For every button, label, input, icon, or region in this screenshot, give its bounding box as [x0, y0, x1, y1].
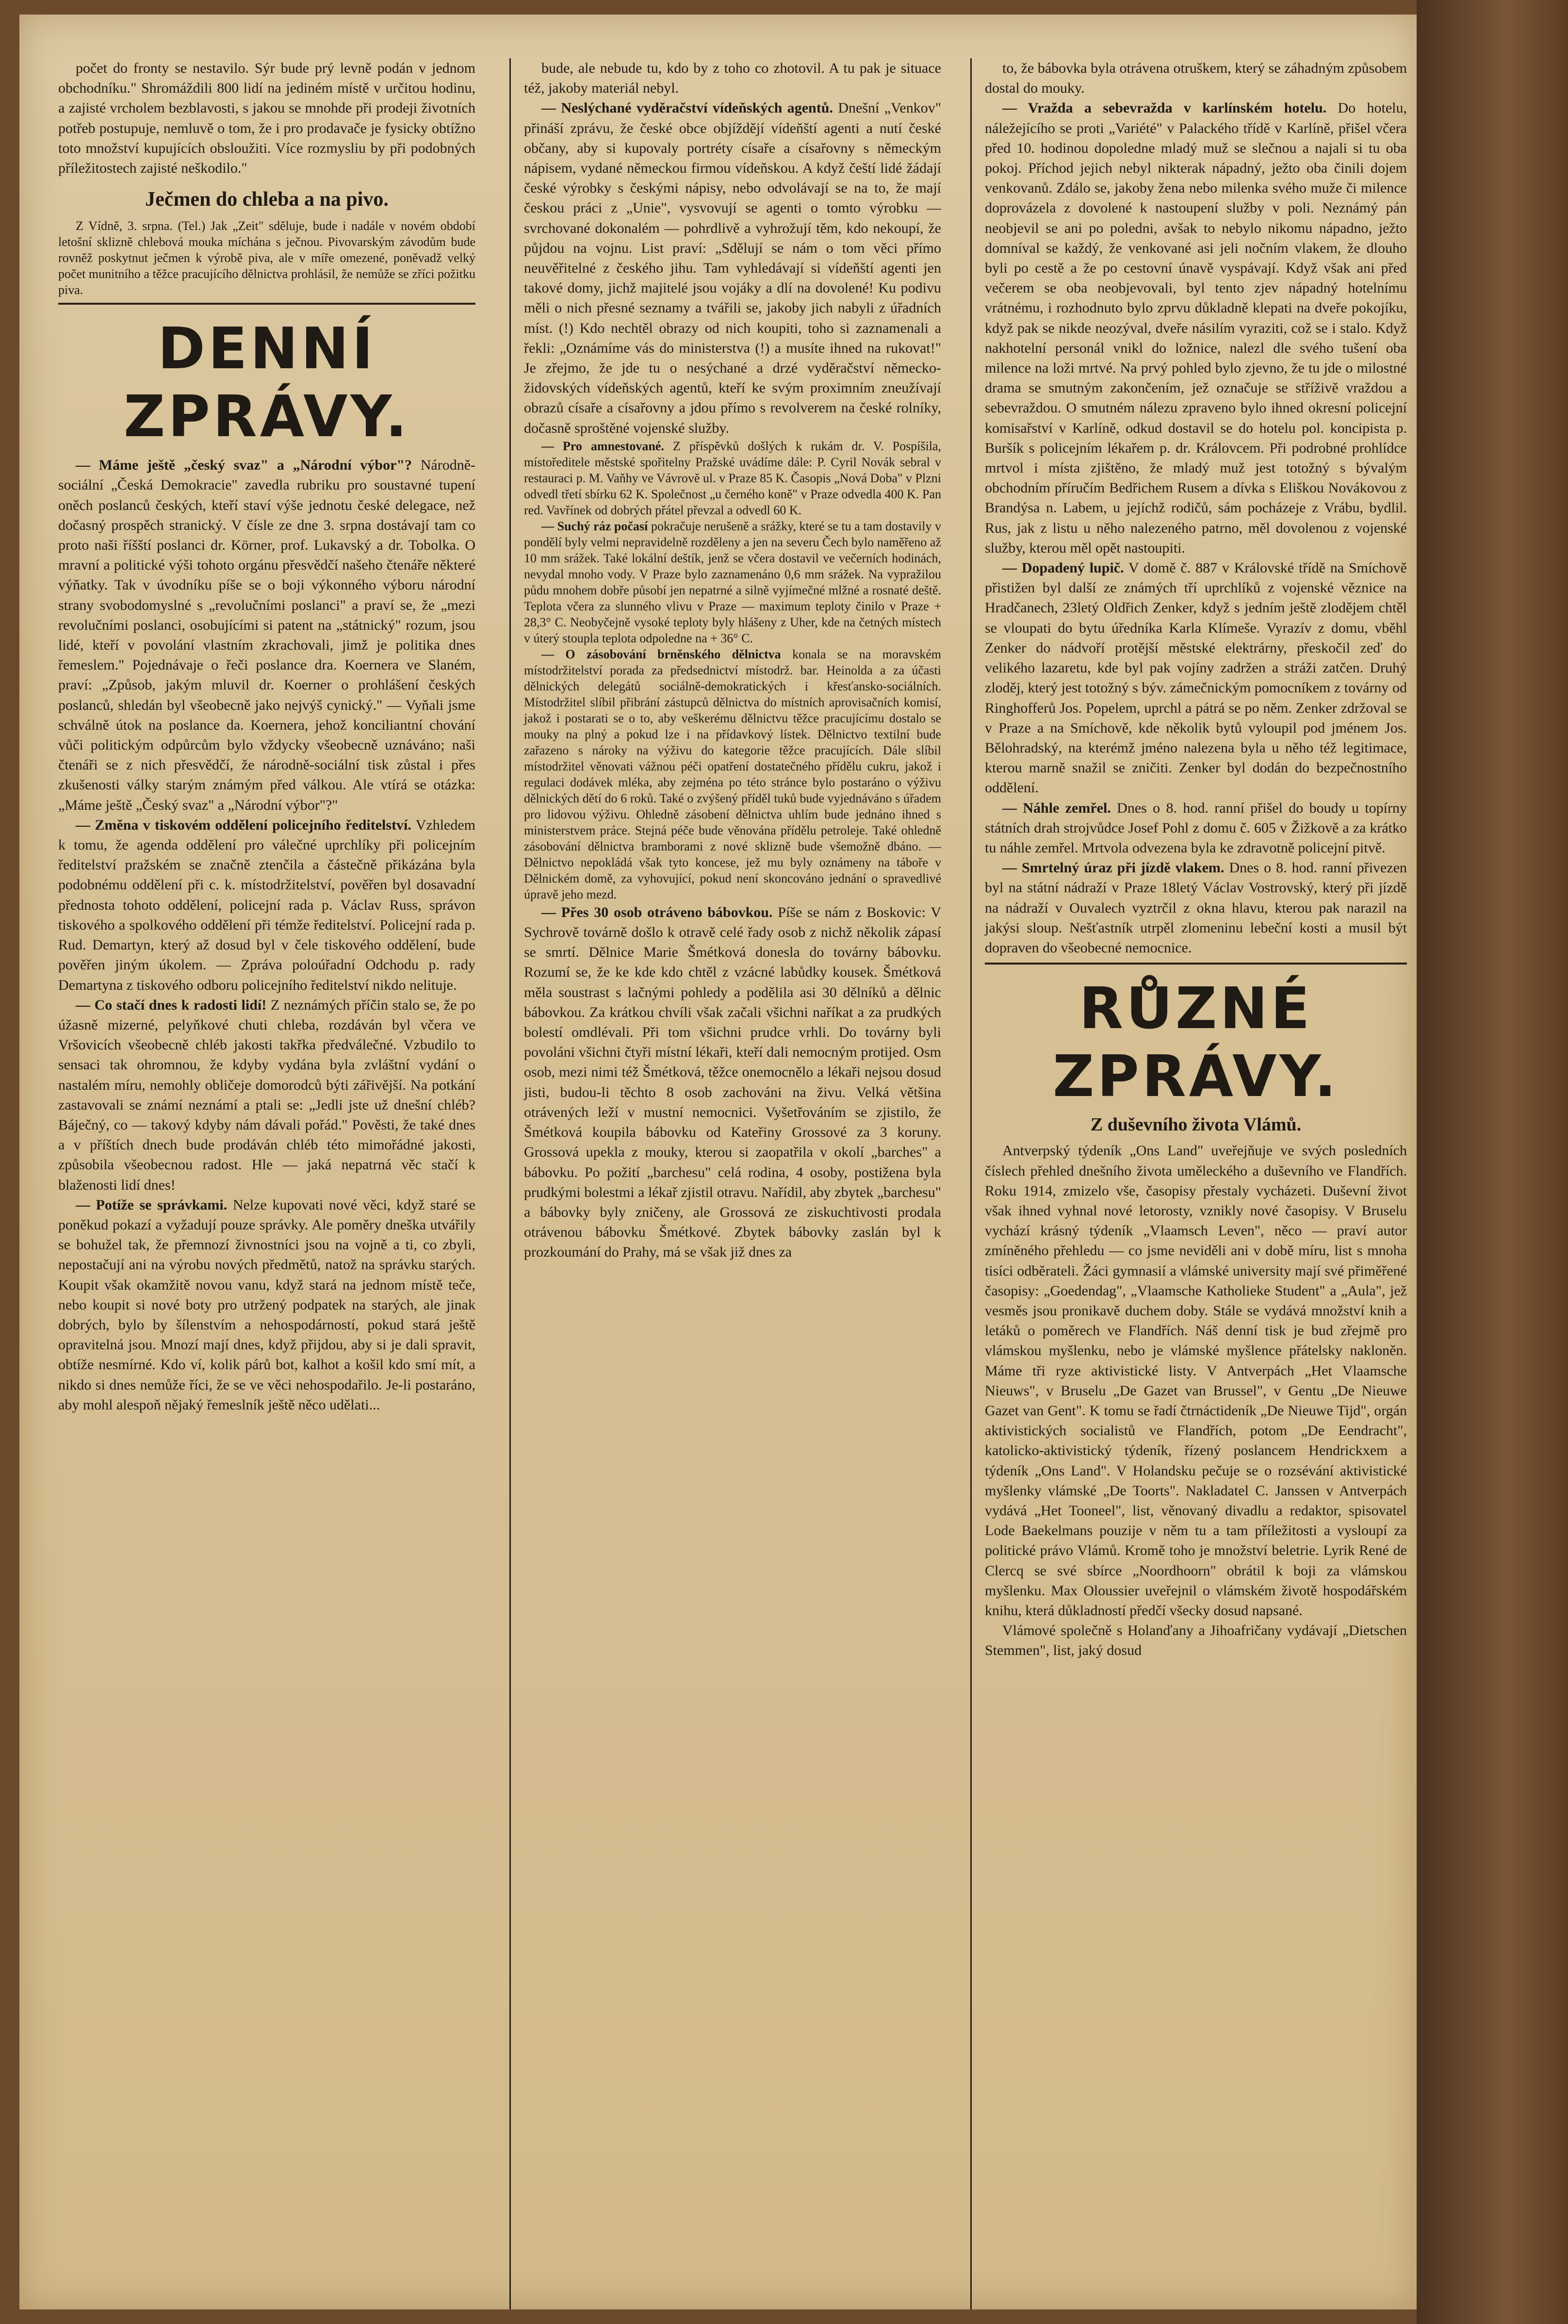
column-rule — [970, 58, 972, 2309]
article-lead: — Náhle zemřel. — [1002, 800, 1111, 816]
article-body: pokračuje nerušeně a srážky, které se tu a tam dostavily v pondělí byly velmi nepravidelně rozděleny a jen na severu Čech bylo naměřeno až 10 mm srážek. Také lokální deštík, jenž se včera dostavil ve večerních hodinách, nevydal mnoho vody. V Praze bylo zaznamenáno 0,6 mm srážek. Na vypražilou půdu mnohem dobře působí jen nepatrné a silně vyjímečné mlžné a rosnaté deště. Teplota včera za slunného vlivu v Praze — maximum teploty činilo v Praze + 28,3° C. Neobyčejně vysoké teploty byly hlášeny z Uher, kde na četných místech v úterý stoupla teplota odpoledne na + 36° C. — [524, 519, 942, 645]
article-lead: — Přes 30 osob otráveno bábovkou. — [541, 904, 773, 920]
article-agent — [524, 98, 941, 438]
article-body: Dnes o 8. hod. ranní přivezen byl na státní nádraží v Praze 18letý Václav Vostrovský, který při jízdě na nádraží v Ouvalech vyztrčil z okna hlavu, kterou pak narazil na jakýsi sloup. Nešťastník utrpěl zlomeninu lebeční kosti a musil být dopraven do všeobecné nemocnice. — [985, 860, 1407, 956]
article-vrazda — [985, 98, 1407, 558]
article-lead: — Vražda a sebevražda v karlínském hotelu. — [1002, 100, 1327, 116]
headline-vlamove: Z duševního života Vlámů. — [1090, 1114, 1302, 1135]
headline-chleb: Ječmen do chleba a na pivo. — [145, 188, 389, 211]
article-continuation: počet do fronty se nestavilo. Sýr bude prý levně podán v jednom obchodníku." Shromáždili 800 lidí na jediném místě v určitou hodinu, a zajisté vrcholem bezblavosti, s jakou se mnohde při prodeji životních potřeb postupuje, nemluvě o tom, že i pro prodavače je fysicky obtížno toto množství kupujících obsloužiti. Více rozmysliu by při podobných příležitostech zajisté neškodilo." — [58, 60, 475, 177]
article-lead: — Co stačí dnes k radosti lidí! — [76, 997, 267, 1013]
article-lead: — Máme ještě „český svaz" a „Národní výbor"? — [76, 457, 412, 474]
article-continuation: to, že bábovka byla otrávena otruškem, který se záhadným způsobem dostal do mouky. — [985, 60, 1407, 97]
article-babovka — [524, 902, 941, 1262]
article-body: Do hotelu, náležejícího se proti „Variété" v Palackého třídě v Karlíně, přišel včera před 10. hodinou dopoledne mladý muž se slečnou a najali si tu oba pokoj. Příchod jejich nebyl nikterak nápadný, ježto oba činili dojem venkovanů. Zdálo se, jakoby žena nebo milenka svého muže či milence doprovázela z dovolené k nastoupení služby v poli. Neznámý pán neobjevil se ani po poledni, avšak to nebylo nikomu nápadno, ježto domníval se každý, že venkované asi jeli nočním vlakem, že dlouho byli po cestě a že po cestovní únavě vyspávají. Když však ani před večerem se oba neobjevovali, byl tento zjev nápadný hotelnímu vrátnému, i rozhodnuto bylo zprvu důkladně klepati na dveře pokojíku, když pak se nikde neozýval, dveře násilím vyraziti, což se i stalo. Když nakhotelní personál vnikl do ložnice, nalezl dle svého tušení oba milence na loži mrtvé. Na prvý pohled bylo zjevno, že tu jde o milostné drama se smutným zakončením, jež označuje se stříživě vraždou a sebevraždou. O smutném nálezu zpraveno bylo ihned okresní policejní komisařství v Karlíně, odkud dostavil se do hotelu pol. koncipista p. Buršík s policejním lékařem p. dr. Královcem. Při podrobné prohlídce mrtvol i místa zjištěno, že mladý muž jest totožný s bývalým obchodním příručím Bedřichem Rusem a dívka s Eliškou Novákovou z Brandýsa n. Labem, u jejíchž rodičů, sám pocházeje z Vrábu, bydlil. Rus, jak z listu u něho nalezeného patrno, měl dovolenou z vojenské služby, kterou měl opět nastoupiti. — [985, 100, 1407, 556]
article-lead: — Smrtelný úraz při jízdě vlakem. — [1002, 860, 1225, 876]
article-lead: — O zásobování brněnského dělnictva — [541, 647, 781, 661]
article-lead: — Suchý ráz počasí — [541, 519, 648, 533]
article-body: Dnes o 8. hod. ranní přišel do boudy u topírny státních drah strojvůdce Josef Pohl z domu č. 605 v Žižkově a za krátko tu náhle zemřel. Mrtvola odvezena byla ke zdravotně policejní pitvě. — [985, 800, 1407, 856]
article-lead: — Změna v tiskovém oddělení policejního ředitelství. — [76, 817, 411, 833]
article-zasob — [524, 646, 941, 902]
article-chleb: Z Vídně, 3. srpna. (Tel.) Jak „Zeit" sděluje, bude i nadále v novém období letošní sklizně chlebová mouka míchána s ječnou. Pivovarským závodům bude rovněž poskytnut ječmen k výrobě piva, ale v míře omezené, poněvadž velký počet munitního a těžce pracujícího dělnictva prohlásil, že nemůže se zříci požitku piva. — [58, 219, 475, 297]
article-opravky — [58, 1195, 475, 1415]
article-body: V domě č. 887 v Královské třídě na Smíchově přistižen byl další ze známých tří uprchlíků z vojenské věznice na Hradčanech, 23letý Oldřich Zenker, když s jedním ještě zlodějem chtěl se vloupati do bytu úředníka Karla Klímeše. Vyrazív z domu, vběhl Zenker do nádvoří protější městské elektrárny, přeskočil zeď do velikého lazaretu, kde byl pak vojíny zadržen a stráži zatčen. Druhý zloděj, který jest totožný s býv. zámečnickým pomocníkem z továrny od Ringhofferů Jos. Popelem, uprchl a pátrá se po něm. Zenker zdržoval se v Praze a na Smíchově, kde několik bytů vyloupil pod jménem Jos. Bělohradský, na kterémž jméno nalezena byla u něho též legitimace, kterou marně snažil se zničiti. Zenker byl dodán do bezpečnostního oddělení. — [985, 560, 1407, 796]
article-continuation: bude, ale nebude tu, kdo by z toho co zhotovil. A tu pak je situace též, jakoby materiál nebyl. — [524, 60, 941, 97]
page-edge — [1417, 0, 1568, 2324]
article-lead: — Pro amnestované. — [541, 439, 664, 453]
article-body: Vzhledem k tomu, že agenda oddělení pro válečné uprchlíky při policejním ředitelství pražském se značně ztenčila a částečně přikázána byla podobnému oddělení při c. k. místodržitelství, pověřen byl dosavadní přednosta tohoto oddělení, policejní rada p. Václav Russ, správon tiskového a spolkového oddělení při témže ředitelství. Policejní rada p. Rud. Demartyn, který až dosud byl v čele tiskového oddělení, bude pověřen jiným úkolem. — Zpráva poloúřadní Odchodu p. rady Demartyna z tiskového odboru policejního ředitelství nikdo nelituje. — [58, 817, 475, 993]
article-vlamove: Antverpský týdeník „Ons Land" uveřejňuje ve svých posledních číslech přehled dnešního života uměleckého a duševního ve Flandřích. Roku 1914, zmizelo vše, časopisy přestaly vycházeti. Duševní život však ihned vyhnal nové letorosty, vznikly nové časopisy. V Bruselu vychází krásný týdeník „Vlaamsch Leven", něco — praví autor zmíněného přehledu — co jsme neviděli ani v době míru, list s mnoha tisíci odběrateli. Žáci gymnasií a vlámské university mají své přiměřené časopisy: „Goedendag", „Vlaamsche Katholieke Student" a „Aula", jež vesměs jsou pronikavě duchem doby. Stále se vydává množství knih a letáků o poměrech ve Flandřích. Náš denní tisk je bud zřejmě pro vlámskou myšlenku, nebo je vlámské myšlence přátelsky nakloněn. Máme tři ryze aktivistické listy. V Antverpách „Het Vlaamsche Nieuws", v Bruselu „De Gazet van Brussel", v Gentu „De Nieuwe Gazet van Gent". K tomu se řadí čtrnáctideník „De Nieuwe Tijd", orgán aktivistických socialistů ve Flandřích, potom „De Eendracht", katolicko-aktivistický týdeník, řízený poslancem Hendrickxem a týdeník „Ons Land". V Holandsku pečuje se o rozsévání aktivistické myšlenky vlámské „De Toorts". Nakladatel C. Janssen v Antverpách vydává „Het Tooneel", list, věnovaný divadlu a redaktor, spisovatel Lode Baekelmans pouzije v něm tu a tam příležitosti a vysloupí za politické právo Vlámů. Kromě toho je množství beletrie. Lyrik René de Clercq se své sbírce „Noordhoorn" obrátil k boji za vlámskou myšlenku. Max Oloussier uveřejnil o vlámském životě hospodářském knihu, která důkladností předčí všecky dosud napsané. — [985, 1143, 1407, 1619]
article-body: Nelze kupovati nové věci, když staré se poněkud pokazí a vyžadují pouze správky. Ale poměry dneška utvářily se bohužel tak, že přemnozí živnostníci jsou na vojně a ti, co zbyli, nepostačují ani na výrobu nových předmětů, natož na správku starých. Koupit však okamžitě novou vanu, když stará na jednom místě teče, nebo koupit si nové boty pro utržený podpatek na starých, ale jinak dobrých, bylo by šílenstvím a nehospodárností, pokud stará ještě opravitelná jsou. Mnozí mají dnes, když přijdou, aby si je dali spravit, obtíže nesmírné. Kdo ví, kolik párů bot, kalhot a košil kdo smí mít, a nikdo si dnes nemůže říci, že se ve věci nehospodařilo. Je-li postaráno, aby mohl alespoň nějaký řemeslník ještě něco udělati... — [58, 1196, 475, 1413]
article-pocasi — [524, 518, 941, 646]
article-radost — [58, 995, 475, 1195]
section-banner-ruzne-zpravy: RŮZNÉ ZPRÁVY. — [985, 963, 1407, 1110]
article-zemrel — [985, 798, 1407, 858]
column-rule — [509, 58, 511, 2309]
column-2 — [524, 58, 941, 1262]
article-body: Z neznámých příčin stalo se, že po úžasně mizerné, pelyňkové chuti chleba, rozdáván byl včera ve Vršovicích všeobecně chléb jakosti takřka předválečné. Vzbudilo to sensaci tak ohromnou, že kdyby vydána byla zvláštní vydání o nastalém míru, nemohly obličeje domorodců býti zářivější. Na potkání zastavovali se známí neznámí a ptali se: „Jedli jste už dnešní chléb? Báječný, co — takový kdyby nám dávali pořád." Pověsti, že také dnes a v příštích dnech bude prodáván chléb této mimořádné jakosti, způsobila všeobecnou radost. Hle — jaká nepatrná věc stačí k blaženosti lidí dnes! — [58, 997, 475, 1193]
article-body: Národně-sociální „Česká Demokracie" zavedla rubriku pro soustavné tupení oněch poslanců českých, kteří staví výše jednotu české delegace, než dočasný prospěch stranický. V čísle ze dne 3. srpna dostávají tam co proto naši říšští poslanci dr. Körner, prof. Lukavský a dr. Tobolka. O mravní a politické výši tohoto orgánu přesvědčí našeho čtenáře některé výňatky. Tak v úvodníku píše se o boji výkonného výboru národní strany svobodomyslné s „revolučními poslanci" a praví se, že „mezi revolučními poslanci, osobujícími si patent na „státnický" rozum, jsou lidé, kteří v povolání vlastním zkrachovali, jimž je politika dnes řemeslem." Pojednávaje o řeči poslance dra. Koernera ve Slaném, praví: „Způsob, jakým mluvil dr. Koerner o prohlášení českých poslanců, shledán byl všeobecně jako nejvýš cynický." — Vyňali jsme schválně útok na poslance da. Koernera, jehož konciliantní chování vůči politickým odpůrcům bylo vždycky všeobecně uznáváno; naši čtenáři se z nich přesvědčí, že národně-sociální tisk zůstal i přes zkušenosti války starým známým před válkou. Ale vtírá se otázka: „Máme ještě „Český svaz" a „Národní výbor"?" — [58, 457, 475, 813]
column-3 — [985, 58, 1407, 1661]
article-vlamove-2: Vlámové společně s Holanďany a Jihoafričany vydávají „Dietschen Stemmen", list, jaký dosud — [985, 1622, 1407, 1659]
article-body: Dnešní „Venkov" přináší zprávu, že české obce objíždějí vídeňští agenti a nutí české občany, aby si kupovaly portréty císaře a císařovny s německým nápisem, vydané německou firmou vídeňskou. A když čeští lidé žádají české výrobky s českými nápisy, nebo odvolávají se na to, že mají českou práci z „Unie", vysvovují se agenti o tomto výrobku — svrchované dokonalém — pohrdlivě a vyhrožují těm, kdo nekoupí, že půjdou na vojnu. List praví: „Sdělují se nám o tom věci přímo neuvěřitelné z českého jihu. Tam vyhledávají si vídeňští agenti jen takové domy, jichž majitelé jsou vojáky a dlí na dovolené! Ku podivu měli o nich přesné seznamy a tvářili se, jakoby jich nabyli z úřadních míst. (!) Kdo nechtěl obrazy od nich koupiti, toho si zaznamenali a řekli: „Oznámíme vás do ministerstva (!) a musíte ihned na rukovat!" Je zřejmo, že jde tu o nesýchané a drzé vyděračství německo-židovských vídeňských agentů, kteří ke svým proximním zneužívají obrazů císaře a císařovny a jdou přímo s revolverem na české rolníky, dočasně sproštěné vojenské služby. — [524, 100, 941, 436]
article-uraz — [985, 858, 1407, 958]
article-body: Z příspěvků došlých k rukám dr. V. Pospíšila, místoředitele městské spořitelny Pražské uvádíme dále: P. Cyril Novák sebral v restauraci p. M. Vaňhy ve Vávrově ul. v Praze 85 K. Časopis „Nová Doba" v Plzni odvedl třetí sbírku 62 K. Společnost „u černého koně" v Praze odvedla 400 K. Pan red. Vavřínek od dobrých přátel převzal a odvedl 60 K. — [524, 439, 942, 517]
article-zmena — [58, 815, 475, 995]
article-body: Píše se nám z Boskovic: V Sychrově továrně došlo k otravě celé řady osob z nichž několik zápasí se smrtí. Dělnice Marie Šmétková donesla do továrny bábovku. Rozumí se, že ke kde kdo chtěl z vzácné labůdky kousek. Šmétková měla soustrast s lačnými pohledy a podělila asi 30 dělníků a dělnic bábovkou. Za krátkou chvíli však začali všichni naříkat a za prudkých bolestí omdlévali. Při tom všichni prudce vrhli. Do továrny byli povoláni všichni čtyři místní lékaři, kteří dali nemocným protijed. Osm osob, mezi nimi též Šmétková, těžce onemocnělo a lékaři nejsou dosud jisti, budou-li těchto 8 osob zachováni na živu. Velká většina otrávených leží v mustní nemocnici. Vyšetřováním se zjistilo, že Šmétková koupila bábovku od Kateřiny Grossové za 3 koruny. Grossová upekla z mouky, kterou si zaopatřila v okolí „barches" a bábovku. Po požití „barchesu" celá rodina, 4 osoby, postižena byla prudkými bolestmi a lékař zjistil otravu. Nařídil, aby zbytek „barchesu" a bábovky byly zničeny, ale Grossová ze ziskuchtivosti prodala otrávenou bábovku Šmétkové. Zbytek bábovky zaslán byl k prozkoumání do Prahy, má se však již dnes za — [524, 904, 941, 1260]
article-lupic — [985, 558, 1407, 798]
column-1 — [58, 58, 475, 1415]
article-lead: — Neslýchané vyděračství vídeňských agentů. — [541, 100, 833, 116]
section-banner-denni-zpravy: DENNÍ ZPRÁVY. — [58, 303, 475, 450]
article-amnest — [524, 438, 941, 518]
article-svaz — [58, 455, 475, 815]
newspaper-page — [19, 15, 1417, 2309]
article-body: konala se na moravském místodržitelství porada za předsednictví místodrž. bar. Heinolda a za účasti dělnických delegátů sociálně-demokratických i křesťansko-sociálních. Místodržitel slíbil přibrání zástupců dělnictva do místních aprovisačních komisí, jakož i postarati se o to, aby veškerému dělnictvu těžce pracujícímu dostalo se mouky na plný a pokud lze i na přídavkový lístek. Dělnictvo textilní bude zařazeno s nároky na výživu do kategorie těžce pracujících. Dále slíbil místodržitel věnovati vážnou péči opatření dostatečného přídělu cukru, jakož i regulaci dodávek mléka, aby zejména po této stránce bylo postaráno o výživu dělnických dětí do 6 roků. Také o zvýšený příděl tuků bude vyjednáváno s úřadem pro lidovou výživu. Ohledně zásobení dělnictva uhlím bude jednáno ihned s ministerstvem práce. Stejná péče bude věnována přídělu petroleje. Také ohledně zásobování dělnictva bramborami z nové sklizně bude všemožně dbáno. — Dělnictvo nepokládá však tyto koncese, jež mu byly oznámeny na táboře v Dělnickém domě, za vyhovující, pokud není skoncováno jednání o spravedlivé úpravě jeho mezd. — [524, 647, 942, 901]
article-lead: — Dopadený lupič. — [1002, 560, 1124, 576]
article-lead: — Potíže se správkami. — [76, 1196, 228, 1213]
